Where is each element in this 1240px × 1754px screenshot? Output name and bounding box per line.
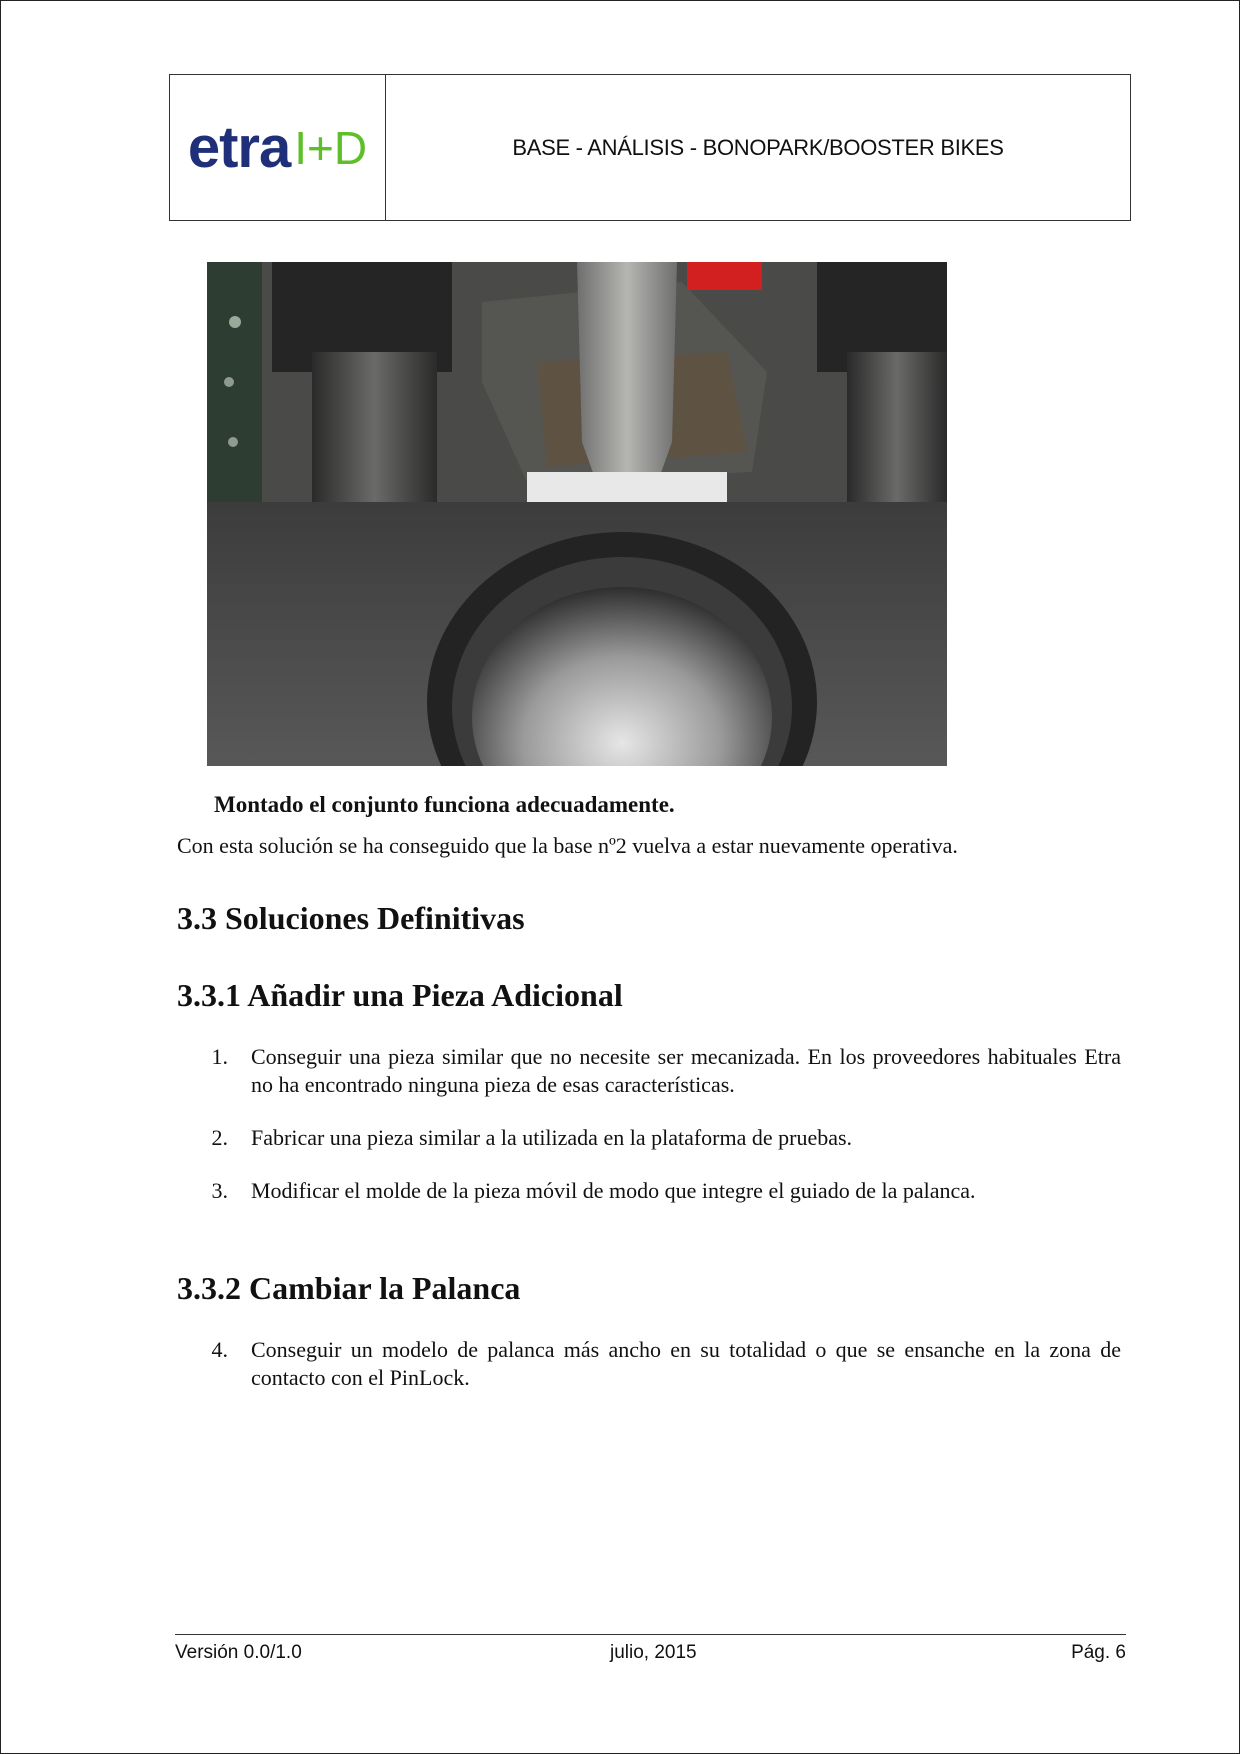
intro-paragraph: Con esta solución se ha conseguido que la base nº2 vuelva a estar nuevamente operativa. xyxy=(177,833,958,858)
list-item xyxy=(177,1177,1121,1205)
list-text: Conseguir un modelo de palanca más ancho en su totalidad o que se ensanche en la zona de contacto con el PinLock. xyxy=(251,1337,1121,1390)
heading-3-3: 3.3 Soluciones Definitivas xyxy=(177,900,525,936)
logo-main-text: etra xyxy=(187,114,291,180)
title-cell xyxy=(386,75,1130,220)
list-text: Fabricar una pieza similar a la utilizada en la plataforma de pruebas. xyxy=(251,1125,853,1150)
list-item xyxy=(177,1043,1121,1099)
list-number: 1. xyxy=(211,1044,228,1069)
page-header xyxy=(169,74,1131,221)
logo-suffix-text: I+D xyxy=(294,121,368,174)
list-text: Conseguir una pieza similar que no necesite ser mecanizada. En los proveedores habituales Etra no ha encontrado ninguna pieza de esas características. xyxy=(251,1044,1121,1097)
page-footer xyxy=(175,1642,1126,1670)
footer-date: julio, 2015 xyxy=(610,1642,697,1663)
document-title: BASE - ANÁLISIS - BONOPARK/BOOSTER BIKES xyxy=(512,134,1004,160)
etra-logo xyxy=(187,114,368,180)
logo-cell xyxy=(170,75,386,220)
solutions-list-1 xyxy=(177,1043,1121,1230)
heading-3-3-1: 3.3.1 Añadir una Pieza Adicional xyxy=(177,977,623,1013)
list-number: 2. xyxy=(211,1125,228,1150)
figure-caption: Montado el conjunto funciona adecuadamente. xyxy=(214,792,675,817)
mechanism-photo xyxy=(207,262,947,766)
heading-3-3-2: 3.3.2 Cambiar la Palanca xyxy=(177,1270,521,1306)
footer-version: Versión 0.0/1.0 xyxy=(175,1642,302,1663)
list-number: 4. xyxy=(211,1337,228,1362)
list-number: 3. xyxy=(211,1178,228,1203)
footer-divider xyxy=(175,1634,1126,1635)
list-item xyxy=(177,1336,1121,1392)
solutions-list-2 xyxy=(177,1336,1121,1417)
footer-page-number: Pág. 6 xyxy=(1071,1642,1126,1663)
list-item xyxy=(177,1124,1121,1152)
list-text: Modificar el molde de la pieza móvil de modo que integre el guiado de la palanca. xyxy=(251,1178,976,1203)
